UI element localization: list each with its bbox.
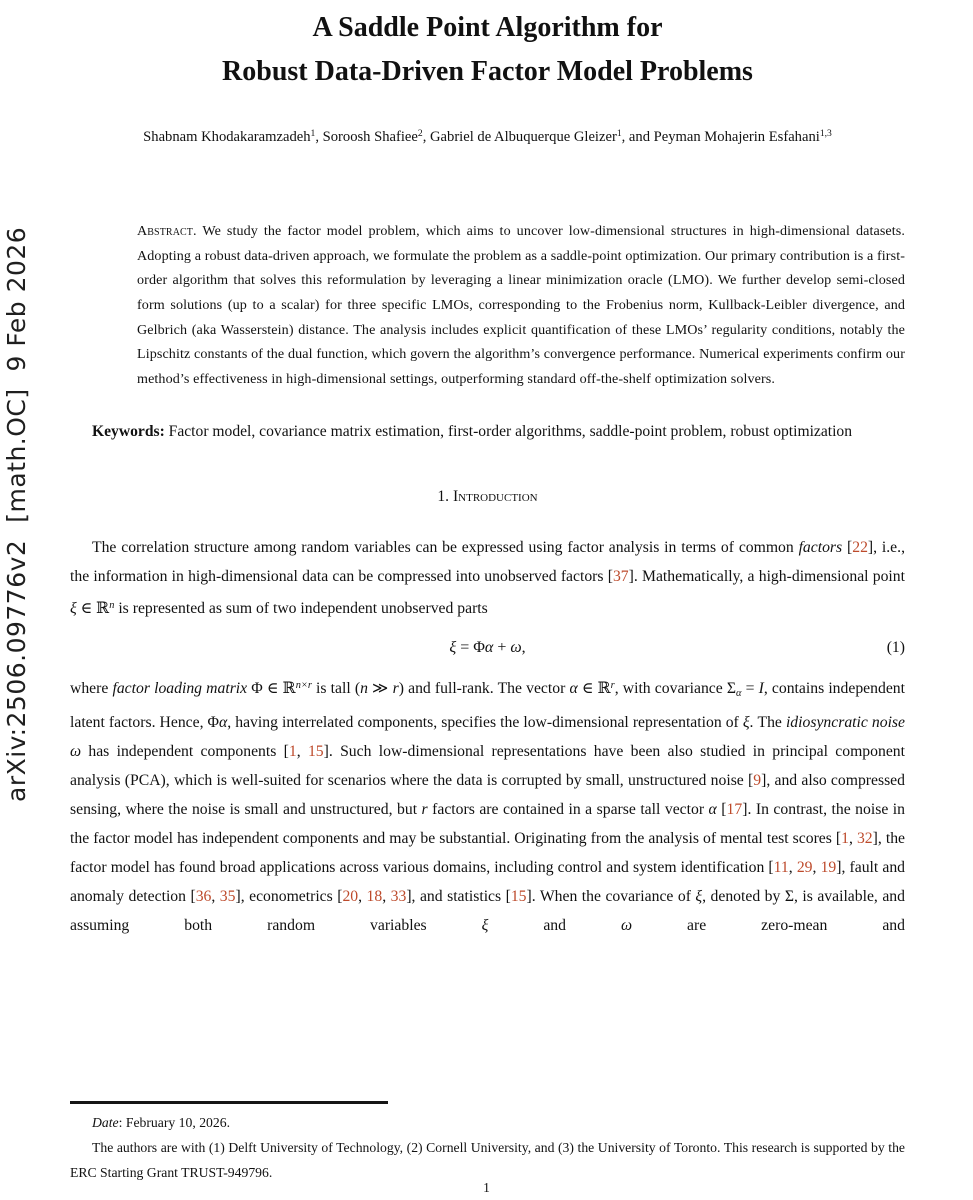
text-segment: = — [741, 680, 759, 698]
page-number: 1 — [483, 1180, 490, 1195]
citation-link[interactable]: 37 — [612, 568, 629, 586]
text-segment: ) and full-rank. The vector — [398, 680, 570, 698]
citation-link[interactable]: 29 — [796, 859, 813, 877]
title-line-1: A Saddle Point Algorithm for — [312, 12, 663, 43]
text-segment: has independent components [ — [81, 743, 289, 761]
text-segment: ], fault and anomaly detection [ — [70, 859, 906, 906]
text-segment: [ — [842, 539, 853, 557]
text-segment: , — [788, 859, 797, 877]
text-segment: r — [392, 680, 399, 698]
text-segment: Keywords: — [92, 422, 169, 440]
text-segment: , Gabriel de Albuquerque Gleizer — [422, 128, 617, 145]
text-segment: is represented as sum of two independent unobserved parts — [114, 600, 488, 618]
title-line-2: Robust Data-Driven Factor Model Problems — [222, 56, 753, 87]
text-segment: , — [521, 639, 526, 657]
text-segment: n — [109, 600, 115, 612]
text-segment: ], the factor model has found broad applications across various domains, including control and system identification [ — [70, 830, 905, 877]
text-segment: 1 — [310, 128, 316, 139]
text-segment: : February 10, 2026. — [118, 1115, 230, 1130]
text-segment: ]. When the covariance of — [526, 888, 696, 906]
citation-link[interactable]: 18 — [366, 888, 383, 906]
text-segment: α — [736, 688, 742, 700]
text-segment: r — [421, 801, 428, 819]
text-segment: n×r — [295, 680, 312, 692]
text-segment: ], and also compressed sensing, where the noise is small and unstructured, but — [70, 772, 905, 819]
text-segment: = Φ — [456, 639, 485, 657]
paper-content — [70, 0, 905, 940]
footnote-affiliation — [70, 1136, 905, 1186]
text-segment: Abstract. — [137, 222, 197, 239]
text-segment: ξ — [481, 917, 489, 935]
text-segment: 2 — [417, 128, 423, 139]
text-segment: ω — [510, 639, 522, 657]
citation-link[interactable]: 22 — [852, 539, 868, 557]
equation-number: (1) — [886, 639, 905, 657]
text-segment: Date — [92, 1115, 119, 1130]
citation-link[interactable]: 19 — [820, 859, 837, 877]
text-segment: ≫ — [367, 680, 393, 698]
citation-link[interactable]: 1 — [841, 830, 849, 848]
text-segment: ]. Mathematically, a high-dimensional point — [628, 568, 905, 586]
text-segment: factors are contained in a sparse tall vector — [427, 801, 709, 819]
text-segment: We study the factor model problem, which aims to uncover low-dimensional structures in high-dimensional datasets. Adopting a robust data-driven approach, we formulate the problem as a saddle-point optimization. Our primary contribution is a first-order algorithm that solves this reformulation by leveraging a linear minimization oracle (LMO). We further develop semi-closed form solutions (up to a scalar) for three specific LMOs, corresponding to the Frobenius norm, Kullback-Leibler divergence, and Gelbrich (aka Wasserstein) distance. The analysis includes explicit quantification of these LMOs’ regularity conditions, notably the Lipschitz constants of the dual function, which govern the algorithm’s convergence performance. Numerical experiments confirm our method’s effectiveness in high-dimensional settings, outperforming standard off-the-shelf optimization solvers. — [137, 222, 905, 388]
text-segment: , denoted by Σ, is available, and assuming both random variables — [70, 888, 905, 935]
keywords-paragraph — [70, 418, 905, 447]
text-segment: α — [219, 714, 228, 732]
text-segment: , — [358, 888, 367, 906]
text-segment: 1. — [437, 488, 453, 506]
text-segment: ξ — [742, 714, 750, 732]
text-segment: ]. Such low-dimensional representations have been also studied in principal component analysis (PCA), which is well-suited for scenarios where the data is corrupted by small, unstructured noise [ — [70, 743, 905, 790]
abstract — [137, 219, 905, 392]
text-segment: ξ — [70, 600, 77, 618]
citation-link[interactable]: 17 — [726, 801, 743, 819]
citation-link[interactable]: 15 — [510, 888, 527, 906]
footnote-block — [70, 1101, 905, 1185]
text-segment: , and Peyman Mohajerin Esfahani — [621, 128, 820, 145]
text-segment: ], and statistics [ — [406, 888, 511, 906]
text-segment: , — [848, 830, 857, 848]
text-segment: Φ ∈ ℝ — [247, 680, 296, 698]
citation-link[interactable]: 20 — [342, 888, 359, 906]
footnote-rule — [70, 1101, 388, 1104]
text-segment: where — [70, 680, 113, 698]
text-segment: and — [488, 917, 621, 935]
citation-link[interactable]: 32 — [856, 830, 873, 848]
arxiv-stamp: arXiv:2506.09776v2 [math.OC] 9 Feb 2026 — [2, 226, 31, 802]
citation-link[interactable]: 9 — [753, 772, 762, 790]
intro-paragraph-2 — [70, 671, 905, 940]
text-segment: , having interrelated components, specifies the low-dimensional representation of — [227, 714, 743, 732]
text-segment: α — [569, 680, 578, 698]
citation-link[interactable]: 1 — [288, 743, 297, 761]
text-segment: idiosyncratic noise — [785, 714, 905, 732]
text-segment: , with covariance Σ — [614, 680, 736, 698]
text-segment: α — [484, 639, 494, 657]
citation-link[interactable]: 36 — [195, 888, 212, 906]
text-segment: is tall ( — [311, 680, 361, 698]
footnote-date — [70, 1111, 905, 1136]
text-segment: factors — [798, 539, 843, 557]
text-segment: ∈ ℝ — [76, 600, 110, 618]
text-segment: + — [493, 639, 511, 657]
text-segment: ∈ ℝ — [577, 680, 611, 698]
text-segment: , Soroosh Shafiee — [315, 128, 418, 145]
text-segment: ξ — [449, 639, 457, 657]
text-segment: Introduction — [452, 488, 538, 506]
text-segment: 1,3 — [819, 128, 832, 139]
text-segment: , contains independent latent factors. Hence, Φ — [70, 680, 905, 732]
text-segment: ξ — [695, 888, 703, 906]
text-segment: , — [296, 743, 308, 761]
text-segment: ω — [70, 743, 82, 761]
equation-1 — [70, 633, 905, 662]
text-segment: ω — [620, 917, 633, 935]
text-segment: I — [758, 680, 764, 698]
intro-paragraph-1 — [70, 533, 905, 623]
citation-link[interactable]: 15 — [307, 743, 324, 761]
text-segment: . The — [749, 714, 786, 732]
text-segment: ], i.e., the information in high-dimensional data can be compressed into unobserved factors [ — [70, 539, 905, 586]
text-segment: ]. In contrast, the noise in the factor model has independent components and may be substantial. Originating from the analysis of mental test scores [ — [70, 801, 905, 848]
text-segment: , — [382, 888, 391, 906]
equation-body — [449, 639, 525, 656]
text-segment: r — [610, 680, 615, 692]
text-segment: are zero-mean and — [632, 917, 905, 935]
text-segment: Shabnam Khodakaramzadeh — [143, 128, 311, 145]
text-segment: The authors are with (1) Delft University of Technology, (2) Cornell University, and (3) the University of Toronto. This research is supported by the ERC Starting Grant TRUST-949796. — [70, 1139, 905, 1180]
text-segment: [ — [716, 801, 727, 819]
author-line — [70, 124, 905, 147]
citation-link[interactable]: 35 — [219, 888, 236, 906]
text-segment: 1 — [616, 128, 622, 139]
text-segment: factor loading matrix — [112, 680, 248, 698]
text-segment: , — [812, 859, 821, 877]
paper-title — [70, 6, 905, 94]
section-heading-introduction — [70, 488, 905, 506]
text-segment: The correlation structure among random variables can be expressed using factor analysis in terms of common — [92, 539, 799, 557]
text-segment: ], econometrics [ — [235, 888, 343, 906]
text-segment: , — [211, 888, 220, 906]
text-segment: n — [360, 680, 368, 698]
text-segment: α — [708, 801, 717, 819]
citation-link[interactable]: 11 — [773, 859, 789, 877]
text-segment: Factor model, covariance matrix estimation, first-order algorithms, saddle-point problem, robust optimization — [168, 422, 853, 440]
citation-link[interactable]: 33 — [390, 888, 407, 906]
